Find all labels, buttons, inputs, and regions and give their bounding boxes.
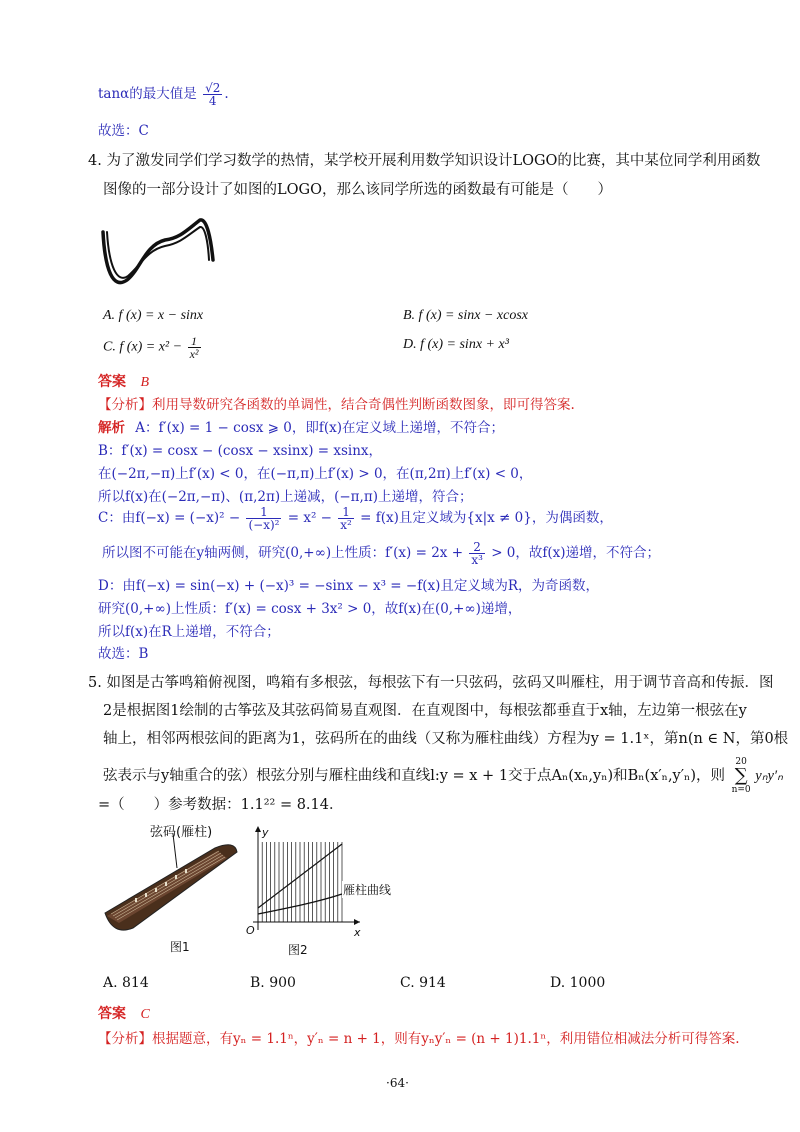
sum-term: yₙy′ₙ: [755, 768, 783, 784]
solution-text: = x² −: [287, 510, 332, 526]
q4-solution-line6: [102, 541, 660, 566]
q5-analysis: [98, 1027, 739, 1047]
answer-value: C: [140, 1007, 150, 1022]
origin-label: O: [246, 924, 255, 937]
q4-stem-line2: 图像的一部分设计了如图的LOGO，那么该同学所选的函数最有可能是（ ）: [103, 182, 612, 198]
fraction-numerator: 1: [188, 335, 201, 348]
q4-option-d[interactable]: D. f (x) = sinx + x³: [403, 337, 509, 352]
fraction: [338, 506, 354, 531]
solution-text: A：f′(x) = 1 − cosx ⩾ 0，即f(x)在定义域上递增，不符合；: [135, 420, 504, 436]
q4-answer: [98, 371, 149, 391]
q4-solution-line5: [98, 506, 613, 531]
prev-choice: 故选：C: [98, 123, 149, 139]
answer-label: 答案: [98, 1006, 126, 1022]
solution-text: = f(x)且定义域为{x|x ≠ 0}，为偶函数，: [360, 510, 613, 526]
figure2-label: 图2: [288, 943, 308, 957]
q4-stem-line1: 4. 为了激发同学们学习数学的热情，某学校开展利用数学知识设计LOGO的比赛，其中某位同学利用函数: [88, 153, 761, 169]
fraction-denominator: x²: [340, 518, 352, 532]
analysis-tag: 【分析】: [98, 1031, 152, 1047]
fraction-numerator: 2: [469, 541, 485, 554]
y-axis-label: y: [262, 826, 269, 839]
q5-stem-line5: =（ ）参考数据：1.1²² = 8.14．: [98, 797, 344, 813]
answer-value: B: [140, 375, 150, 390]
sum-symbol: ∑: [734, 765, 748, 786]
analysis-text: 利用导数研究各函数的单调性，结合奇偶性判断函数图象，即可得答案.: [152, 397, 575, 413]
q5-stem-line3: 轴上，相邻两根弦间的距离为1，弦码所在的曲线（又称为雁柱曲线）方程为y = 1.1ˣ，第n(n ∈ N，第0根: [103, 731, 789, 747]
figure1-callout: 弦码(雁柱): [150, 825, 213, 840]
q4-solution-line9: 所以f(x)在R上递增，不符合；: [98, 624, 280, 640]
prev-answer-line: [98, 82, 229, 107]
q4-solution-line4: 所以f(x)在(−2π,−π)、(π,2π)上递减，(−π,π)上递增，符合；: [98, 489, 473, 505]
logo-stroke-inner: [107, 227, 209, 278]
q4-analysis: [98, 393, 575, 413]
q4-solution-line7: D：由f(−x) = sin(−x) + (−x)³ = −sinx − x³ = −f(x)且定义域为R，为奇函数，: [98, 578, 600, 594]
summation: [732, 757, 751, 795]
solution-text: C：由f(−x) = (−x)² −: [98, 510, 241, 526]
fraction-denominator: x³: [471, 553, 483, 567]
analysis-tag: 【分析】: [98, 397, 152, 413]
q4-option-b[interactable]: B. f (x) = sinx − xcosx: [403, 308, 529, 323]
answer-label: 答案: [98, 374, 126, 390]
q4-solution-line2: B：f′(x) = cosx − (cosx − xsinx) = xsinx，: [98, 443, 383, 459]
x-axis-arrow: [354, 919, 360, 925]
fraction-denominator: 4: [208, 94, 217, 108]
q4-solution-line1: [98, 416, 504, 436]
q4-logo-figure: [95, 210, 220, 295]
fraction-numerator: 1: [246, 506, 281, 519]
analysis-text: 根据题意，有yₙ = 1.1ⁿ，y′ₙ = n + 1，则有yₙy′ₙ = (n + 1)1.1ⁿ，利用错位相减法分析可得答案.: [152, 1031, 740, 1047]
fraction-numerator: 1: [338, 506, 354, 519]
q5-option-b[interactable]: B. 900: [250, 975, 296, 991]
q5-stem-line2: 2是根据图1绘制的古筝弦及其弦码简易直观图．在直观图中，每根弦都垂直于x轴，左边第一根弦在y: [103, 703, 747, 719]
x-axis-label: x: [354, 926, 361, 939]
fraction-denominator: (−x)²: [248, 518, 280, 532]
solution-label: 解析: [98, 420, 125, 436]
sum-upper-limit: 20: [735, 757, 747, 767]
prev-answer-period: .: [224, 86, 229, 102]
prev-answer-fraction: [203, 82, 222, 107]
fraction-numerator: √2: [205, 81, 221, 95]
y-axis-arrow: [255, 826, 261, 832]
fraction: [469, 541, 485, 566]
q4-option-c[interactable]: [103, 335, 203, 360]
q5-option-c[interactable]: C. 914: [400, 975, 446, 991]
solution-text: > 0，故f(x)递增，不符合；: [491, 545, 661, 561]
figure2-curve-label: 雁柱曲线: [343, 883, 392, 897]
q4-option-c-text: C. f (x) = x² −: [103, 339, 183, 355]
fraction: [246, 506, 281, 531]
q4-solution-line8: 研究(0,+∞)上性质：f′(x) = cosx + 3x² > 0，故f(x)在(0,+∞)递增，: [98, 601, 522, 617]
figure1-label: 图1: [170, 940, 190, 954]
q4-solution-line10: 故选：B: [98, 646, 149, 662]
solution-text: 所以图不可能在y轴两侧，研究(0,+∞)上性质：f′(x) = 2x +: [102, 545, 464, 561]
q5-option-a[interactable]: A. 814: [103, 975, 149, 991]
q5-stem-line1: 5. 如图是古筝鸣箱俯视图，鸣箱有多根弦，每根弦下有一只弦码，弦码又叫雁柱，用于调节音高和传振．图: [88, 675, 774, 691]
page-number: ·64·: [386, 1076, 409, 1090]
q4-option-a[interactable]: A. f (x) = x − sinx: [103, 308, 204, 323]
q4-solution-line3: 在(−2π,−π)上f′(x) < 0，在(−π,π)上f′(x) > 0，在(π,2π)上f′(x) < 0，: [98, 466, 533, 482]
sum-lower-limit: n=0: [731, 785, 751, 795]
q4-option-c-fraction: [188, 335, 201, 360]
q5-stem-text: 弦表示与y轴重合的弦）根弦分别与雁柱曲线和直线l:y = x + 1交于点Aₙ(xₙ,yₙ)和Bₙ(x′ₙ,y′ₙ)，则: [103, 768, 725, 784]
fraction-denominator: x²: [189, 347, 199, 361]
q5-stem-line4: [103, 757, 783, 795]
q5-option-d[interactable]: D. 1000: [550, 975, 606, 991]
prev-answer-text: tanα的最大值是: [98, 86, 197, 102]
q5-answer: [98, 1003, 150, 1023]
